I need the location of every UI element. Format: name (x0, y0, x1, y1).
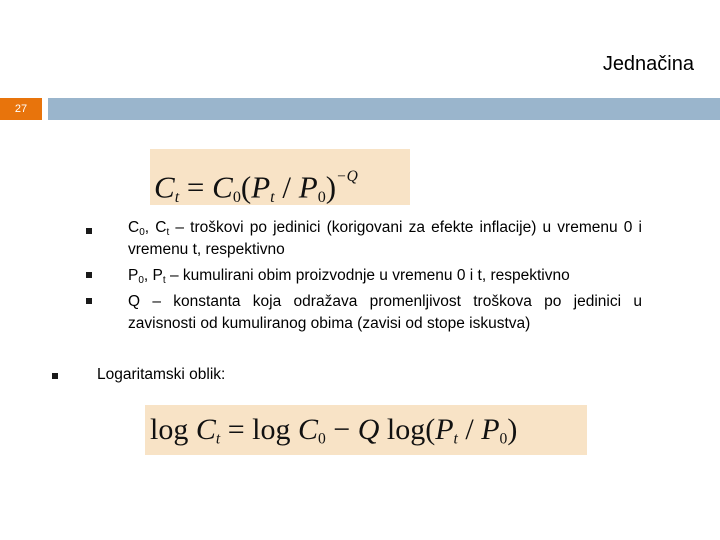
bullet-marker (86, 298, 92, 304)
formula-term: C (195, 413, 216, 446)
formula-subscript: t (453, 430, 458, 448)
formula-subscript: t (270, 189, 275, 207)
formula-subscript: t (174, 189, 180, 207)
formula-operator: ( (240, 169, 252, 205)
formula-operator: ) (325, 169, 337, 205)
formula-subscript: 0 (232, 189, 241, 207)
bullet-marker (52, 373, 58, 379)
header-bar (48, 98, 720, 120)
formula-term: P (481, 413, 500, 446)
formula-operator: = log (220, 413, 298, 446)
formula-operator: / (457, 413, 482, 446)
log-form-label: Logaritamski oblik: (97, 366, 226, 383)
formula-operator: / (274, 169, 299, 205)
definition-item: Q – konstanta koja odražava promenljivost troškova po jedinici u zavisnosti od kumuliranog obima (zavisi od stope iskustva) (128, 293, 642, 332)
formula-subscript: t (215, 430, 221, 448)
definition-item: $P_0$, $P_t$ – kumulirani obim proizvodnje u vremenu 0 i t, respektivno (128, 267, 570, 286)
bullet-marker (86, 272, 92, 278)
formula-term: C (212, 169, 233, 205)
formula-subscript: 0 (317, 189, 326, 207)
formula-term: Q (357, 413, 380, 446)
formula-operator: log( (379, 413, 436, 446)
slide-title: Jednačina (602, 53, 694, 75)
formula-operator: − (325, 413, 358, 446)
formula-subscript: 0 (499, 430, 508, 448)
formula-operator: = (179, 169, 213, 205)
definition-item: $C_0$, $C_t$ – troškovi po jedinici (korigovani za efekte inflacije) u vremenu 0 i vremenu t, respektivno (128, 219, 642, 258)
formula-subscript: 0 (317, 430, 326, 448)
formula-term: P (298, 169, 318, 205)
formula-operator: log (150, 413, 196, 446)
formula-term: C (297, 413, 318, 446)
slide-number: 27 (0, 98, 42, 120)
log-formula (145, 405, 587, 455)
formula-operator: ) (507, 413, 518, 446)
formula-exponent: −Q (336, 168, 358, 185)
formula-term: P (435, 413, 454, 446)
formula-term: P (251, 169, 271, 205)
bullet-marker (86, 228, 92, 234)
formula-term: C (154, 169, 175, 205)
learning-curve-formula (150, 149, 410, 205)
